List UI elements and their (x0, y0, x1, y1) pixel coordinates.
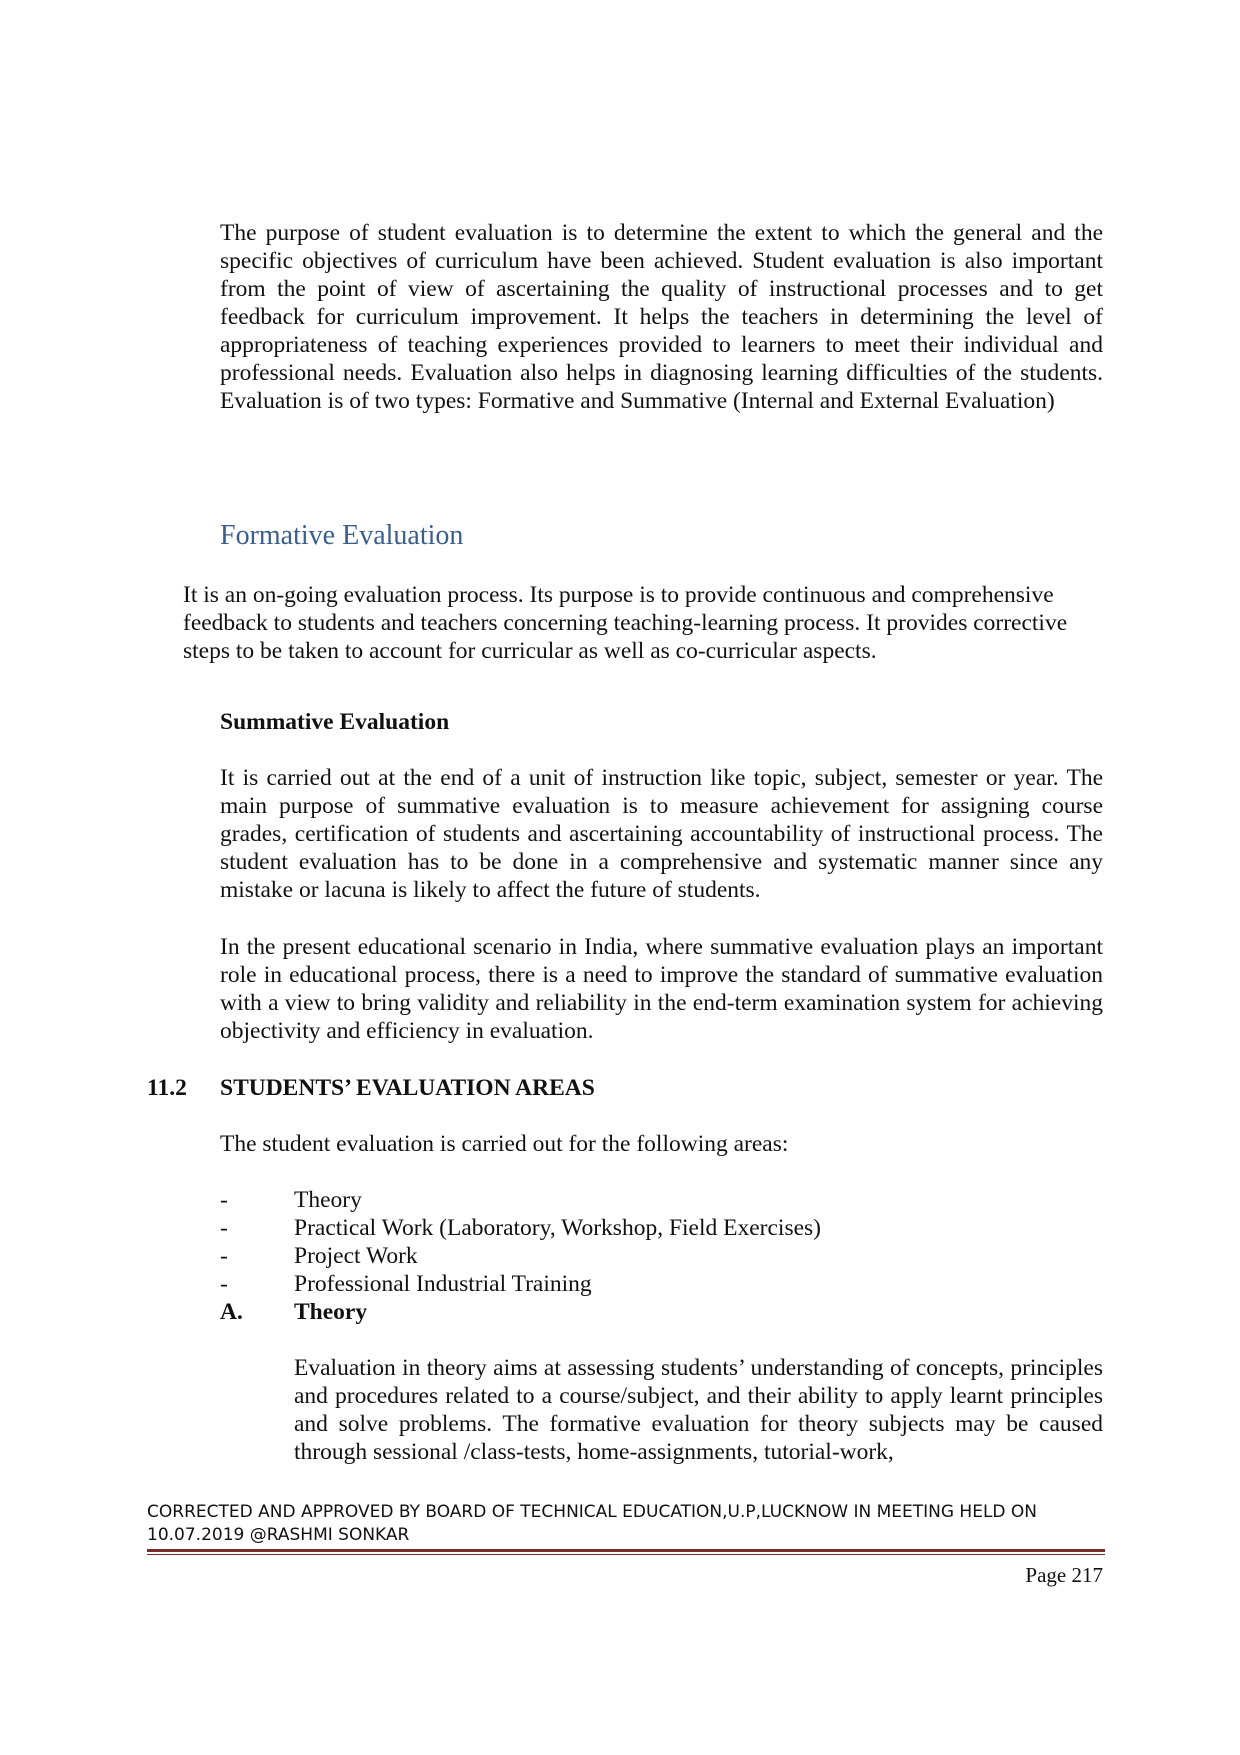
areas-intro: The student evaluation is carried out for the following areas: (220, 1131, 789, 1157)
footer-rule-thin (147, 1554, 1105, 1555)
footer-note-line-2: 10.07.2019 @RASHMI SONKAR (147, 1525, 410, 1545)
list-dash: - (220, 1243, 228, 1269)
list-item-label: Professional Industrial Training (294, 1271, 592, 1297)
summative-paragraph-1: It is carried out at the end of a unit of instruction like topic, subject, semester or year. The main purpose of summative evaluation is to measure achievement for assigning course grades, certification of students and ascertaining accountability of instructional process. The student evaluation has to be done in a comprehensive and systematic manner since any mistake or lacuna is likely to affect the future of students. (220, 765, 1103, 903)
formative-heading: Formative Evaluation (220, 520, 464, 551)
theory-paragraph: Evaluation in theory aims at assessing students’ understanding of concepts, principles and procedures related to a course/subject, and their ability to apply learnt principles and solve problems. The formative evaluation for theory subjects may be caused through sessional /class-tests, home-assignments, tutorial-work, (294, 1355, 1103, 1465)
footer-note (147, 1501, 1107, 1547)
list-dash: - (220, 1271, 228, 1297)
summative-paragraph-2: In the present educational scenario in India, where summative evaluation plays an important role in educational process, there is a need to improve the standard of summative evaluation with a view to bring validity and reliability in the end-term examination system for achieving objectivity and efficiency in evaluation. (220, 934, 1103, 1044)
footer-rule-thick (147, 1549, 1105, 1552)
list-dash: - (220, 1187, 228, 1213)
list-item-label: Practical Work (Laboratory, Workshop, Field Exercises) (294, 1215, 821, 1241)
subsection-title: Theory (294, 1299, 368, 1325)
intro-paragraph: The purpose of student evaluation is to determine the extent to which the general and the specific objectives of curriculum have been achieved. Student evaluation is also important from the point of view of ascertaining the quality of instructional processes and to get feedback for curriculum improvement. It helps the teachers in determining the level of appropriateness of teaching experiences provided to learners to meet their individual and professional needs. Evaluation also helps in diagnosing learning difficulties of the students. Evaluation is of two types: Formative and Summative (Internal and External Evaluation) (220, 220, 1103, 414)
footer-note-line-1: CORRECTED AND APPROVED BY BOARD OF TECHNICAL EDUCATION,U.P,LUCKNOW IN MEETING HELD ON (147, 1502, 1038, 1522)
section-number: 11.2 (147, 1075, 187, 1101)
list-dash: - (220, 1215, 228, 1241)
section-title: STUDENTS’ EVALUATION AREAS (220, 1075, 595, 1101)
page-number: Page 217 (1025, 1563, 1103, 1587)
subsection-mark: A. (220, 1299, 243, 1325)
list-item-label: Theory (294, 1187, 362, 1213)
summative-heading: Summative Evaluation (220, 709, 450, 735)
formative-paragraph: It is an on-going evaluation process. Its purpose is to provide continuous and comprehensive feedback to students and teachers concerning teaching-learning process. It provides corrective steps to be taken to account for curricular as well as co-curricular aspects. (183, 582, 1068, 664)
list-item-label: Project Work (294, 1243, 418, 1269)
